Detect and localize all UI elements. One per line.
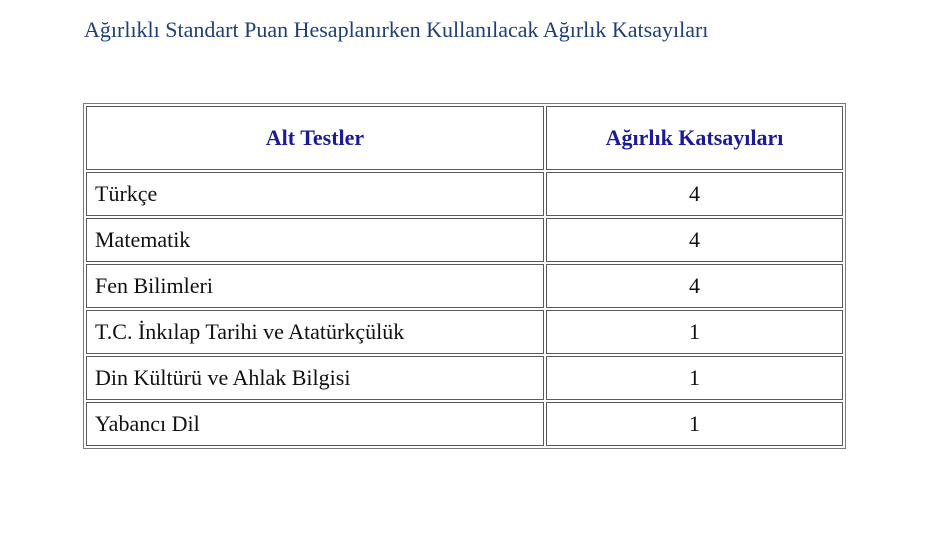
column-header-alt-testler: Alt Testler: [86, 106, 544, 170]
table-row: [86, 172, 843, 216]
page-title: Ağırlıklı Standart Puan Hesaplanırken Kullanılacak Ağırlık Katsayıları: [84, 17, 709, 42]
table-row: [86, 218, 843, 262]
test-name-cell: Yabancı Dil: [86, 402, 544, 446]
weight-cell: 1: [546, 310, 843, 354]
weight-cell: 4: [546, 218, 843, 262]
test-name-cell: Türkçe: [86, 172, 544, 216]
weights-table: [83, 103, 846, 449]
table-row: [86, 310, 843, 354]
test-name-cell: T.C. İnkılap Tarihi ve Atatürkçülük: [86, 310, 544, 354]
column-header-agirlik-katsayilari: Ağırlık Katsayıları: [546, 106, 843, 170]
table-row: [86, 264, 843, 308]
table-header-row: [86, 106, 843, 170]
table-row: [86, 356, 843, 400]
test-name-cell: Fen Bilimleri: [86, 264, 544, 308]
weight-cell: 1: [546, 402, 843, 446]
table-row: [86, 402, 843, 446]
weight-cell: 4: [546, 264, 843, 308]
weight-cell: 1: [546, 356, 843, 400]
test-name-cell: Matematik: [86, 218, 544, 262]
test-name-cell: Din Kültürü ve Ahlak Bilgisi: [86, 356, 544, 400]
weight-cell: 4: [546, 172, 843, 216]
